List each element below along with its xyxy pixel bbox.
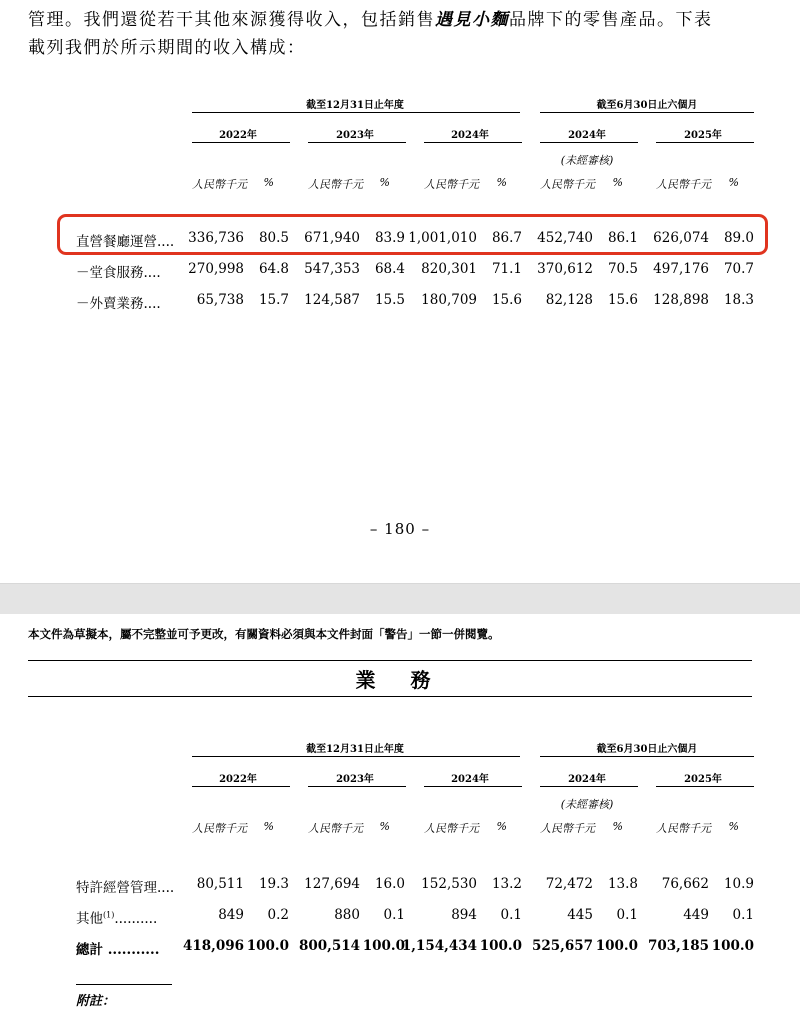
cell-percent: 0.2 xyxy=(267,907,289,923)
unit-rmb: 人民幣千元 xyxy=(656,178,711,191)
cell-amount: 418,096 xyxy=(182,938,244,954)
page-separator xyxy=(0,583,800,615)
unit-percent: % xyxy=(263,176,274,189)
cell-percent: 0.1 xyxy=(383,907,405,923)
cell-amount: 703,185 xyxy=(647,938,709,954)
cell-amount: 370,612 xyxy=(537,261,593,277)
section-title: 業 務 xyxy=(355,668,445,692)
cell-amount: 82,128 xyxy=(545,292,593,308)
footnote-rule xyxy=(76,984,172,985)
row-label-text: 其他 xyxy=(76,911,103,927)
highlight-box xyxy=(57,214,768,255)
cell-percent: 89.0 xyxy=(723,230,754,246)
group-rule-year xyxy=(192,756,520,757)
cell-amount: 880 xyxy=(334,907,360,923)
unit-percent: % xyxy=(379,176,390,189)
cell-amount: 270,998 xyxy=(188,261,244,277)
row-label-text: －堂食服務.... xyxy=(76,265,161,281)
cell-percent: 15.6 xyxy=(491,292,522,308)
cell-percent: 100.0 xyxy=(595,938,638,954)
unit-percent: % xyxy=(496,820,507,833)
table-row xyxy=(0,876,800,896)
unaudited-note: (未經審核) xyxy=(560,798,614,811)
cell-amount: 894 xyxy=(451,907,477,923)
cell-amount: 445 xyxy=(567,907,593,923)
cell-percent: 80.5 xyxy=(258,230,289,246)
row-label xyxy=(76,292,161,312)
cell-percent: 15.6 xyxy=(607,292,638,308)
cell-amount: 1,001,010 xyxy=(408,230,477,246)
year-header: 2025年 xyxy=(684,774,722,785)
row-label-text: 特許經營管理.... xyxy=(76,880,175,896)
unit-percent: % xyxy=(263,820,274,833)
brand-name: 遇見小麵 xyxy=(435,10,509,30)
cell-percent: 19.3 xyxy=(258,876,289,892)
year-header: 2023年 xyxy=(336,774,374,785)
draft-notice: 本文件為草擬本，屬不完整並可予更改，有關資料必須與本文件封面「警告」一節一併閱覽。 xyxy=(28,627,500,641)
unit-rmb: 人民幣千元 xyxy=(540,822,595,835)
unit-percent: % xyxy=(496,176,507,189)
unaudited-note: (未經審核) xyxy=(560,154,614,167)
row-label-text: 直營餐廳運營.... xyxy=(76,234,175,250)
cell-percent: 13.2 xyxy=(491,876,522,892)
unit-rmb: 人民幣千元 xyxy=(308,178,363,191)
unit-percent: % xyxy=(612,176,623,189)
unit-percent: % xyxy=(379,820,390,833)
cell-percent: 83.9 xyxy=(374,230,405,246)
year-rule xyxy=(424,786,522,787)
unit-rmb: 人民幣千元 xyxy=(424,822,479,835)
year-header: 2024年 xyxy=(568,774,606,785)
cell-amount: 127,694 xyxy=(304,876,360,892)
group-rule-half xyxy=(540,112,754,113)
cell-percent: 86.7 xyxy=(491,230,522,246)
year-header: 2025年 xyxy=(684,130,722,141)
unit-rmb: 人民幣千元 xyxy=(308,822,363,835)
row-label xyxy=(76,261,161,281)
cell-amount: 336,736 xyxy=(188,230,244,246)
cell-percent: 0.1 xyxy=(732,907,754,923)
page-number: – 180 – xyxy=(369,520,431,538)
intro-text-a: 管理。我們還從若干其他來源獲得收入，包括銷售 xyxy=(28,10,435,30)
cell-amount: 800,514 xyxy=(298,938,360,954)
unit-rmb: 人民幣千元 xyxy=(192,178,247,191)
table-row xyxy=(0,938,800,958)
cell-percent: 71.1 xyxy=(491,261,522,277)
year-header: 2023年 xyxy=(336,130,374,141)
table-row xyxy=(0,292,800,312)
cell-percent: 13.8 xyxy=(607,876,638,892)
cell-percent: 100.0 xyxy=(362,938,405,954)
cell-amount: 626,074 xyxy=(653,230,709,246)
cell-amount: 849 xyxy=(218,907,244,923)
cell-percent: 18.3 xyxy=(723,292,754,308)
cell-amount: 124,587 xyxy=(304,292,360,308)
cell-amount: 152,530 xyxy=(421,876,477,892)
footnote-heading: 附註： xyxy=(76,994,116,1009)
year-header: 2022年 xyxy=(219,774,257,785)
cell-percent: 0.1 xyxy=(616,907,638,923)
cell-amount: 820,301 xyxy=(421,261,477,277)
unit-rmb: 人民幣千元 xyxy=(656,822,711,835)
cell-amount: 65,738 xyxy=(196,292,244,308)
year-rule xyxy=(308,142,406,143)
cell-percent: 100.0 xyxy=(711,938,754,954)
cell-amount: 180,709 xyxy=(421,292,477,308)
year-rule xyxy=(424,142,522,143)
intro-line-2: 載列我們於所示期間的收入構成： xyxy=(28,38,306,58)
cell-amount: 76,662 xyxy=(661,876,709,892)
year-header: 2024年 xyxy=(451,130,489,141)
row-label-text: －外賣業務.... xyxy=(76,296,161,312)
cell-percent: 16.0 xyxy=(374,876,405,892)
cell-percent: 0.1 xyxy=(500,907,522,923)
unit-rmb: 人民幣千元 xyxy=(192,822,247,835)
cell-percent: 64.8 xyxy=(258,261,289,277)
unit-percent: % xyxy=(728,176,739,189)
year-header: 2022年 xyxy=(219,130,257,141)
row-label xyxy=(76,907,157,927)
cell-amount: 128,898 xyxy=(653,292,709,308)
table-row xyxy=(0,907,800,927)
year-header: 2024年 xyxy=(451,774,489,785)
group-header-year: 截至12月31日止年度 xyxy=(306,100,404,111)
cell-amount: 1,154,434 xyxy=(401,938,477,954)
year-rule xyxy=(656,786,754,787)
cell-percent: 86.1 xyxy=(607,230,638,246)
section-rule-top xyxy=(28,660,752,661)
year-rule xyxy=(656,142,754,143)
cell-amount: 72,472 xyxy=(545,876,593,892)
cell-amount: 525,657 xyxy=(531,938,593,954)
year-rule xyxy=(308,786,406,787)
intro-line-1 xyxy=(28,6,773,34)
year-rule xyxy=(540,786,638,787)
year-rule xyxy=(192,786,290,787)
year-rule xyxy=(192,142,290,143)
cell-percent: 70.5 xyxy=(607,261,638,277)
unit-rmb: 人民幣千元 xyxy=(540,178,595,191)
row-label-text: 總計 ........... xyxy=(76,942,160,958)
row-label-leader: .......... xyxy=(114,911,158,927)
group-header-year: 截至12月31日止年度 xyxy=(306,744,404,755)
cell-amount: 449 xyxy=(683,907,709,923)
group-rule-year xyxy=(192,112,520,113)
row-label xyxy=(76,938,159,958)
cell-percent: 68.4 xyxy=(374,261,405,277)
intro-text-b: 品牌下的零售產品。下表 xyxy=(509,10,713,30)
cell-percent: 70.7 xyxy=(723,261,754,277)
intro-paragraph xyxy=(28,6,773,62)
cell-amount: 80,511 xyxy=(196,876,244,892)
unit-percent: % xyxy=(728,820,739,833)
cell-amount: 497,176 xyxy=(653,261,709,277)
year-rule xyxy=(540,142,638,143)
group-header-half: 截至6月30日止六個月 xyxy=(596,100,698,111)
unit-percent: % xyxy=(612,820,623,833)
cell-percent: 15.5 xyxy=(374,292,405,308)
table-row xyxy=(0,261,800,281)
cell-amount: 452,740 xyxy=(537,230,593,246)
row-label xyxy=(76,876,174,896)
section-rule-bottom xyxy=(28,696,752,697)
unit-rmb: 人民幣千元 xyxy=(424,178,479,191)
year-header: 2024年 xyxy=(568,130,606,141)
cell-amount: 671,940 xyxy=(304,230,360,246)
cell-percent: 100.0 xyxy=(479,938,522,954)
cell-amount: 547,353 xyxy=(304,261,360,277)
footnote-marker: (1) xyxy=(103,910,115,920)
cell-percent: 100.0 xyxy=(246,938,289,954)
page-bottom xyxy=(0,614,800,1017)
cell-percent: 10.9 xyxy=(723,876,754,892)
group-header-half: 截至6月30日止六個月 xyxy=(596,744,698,755)
cell-percent: 15.7 xyxy=(258,292,289,308)
group-rule-half xyxy=(540,756,754,757)
